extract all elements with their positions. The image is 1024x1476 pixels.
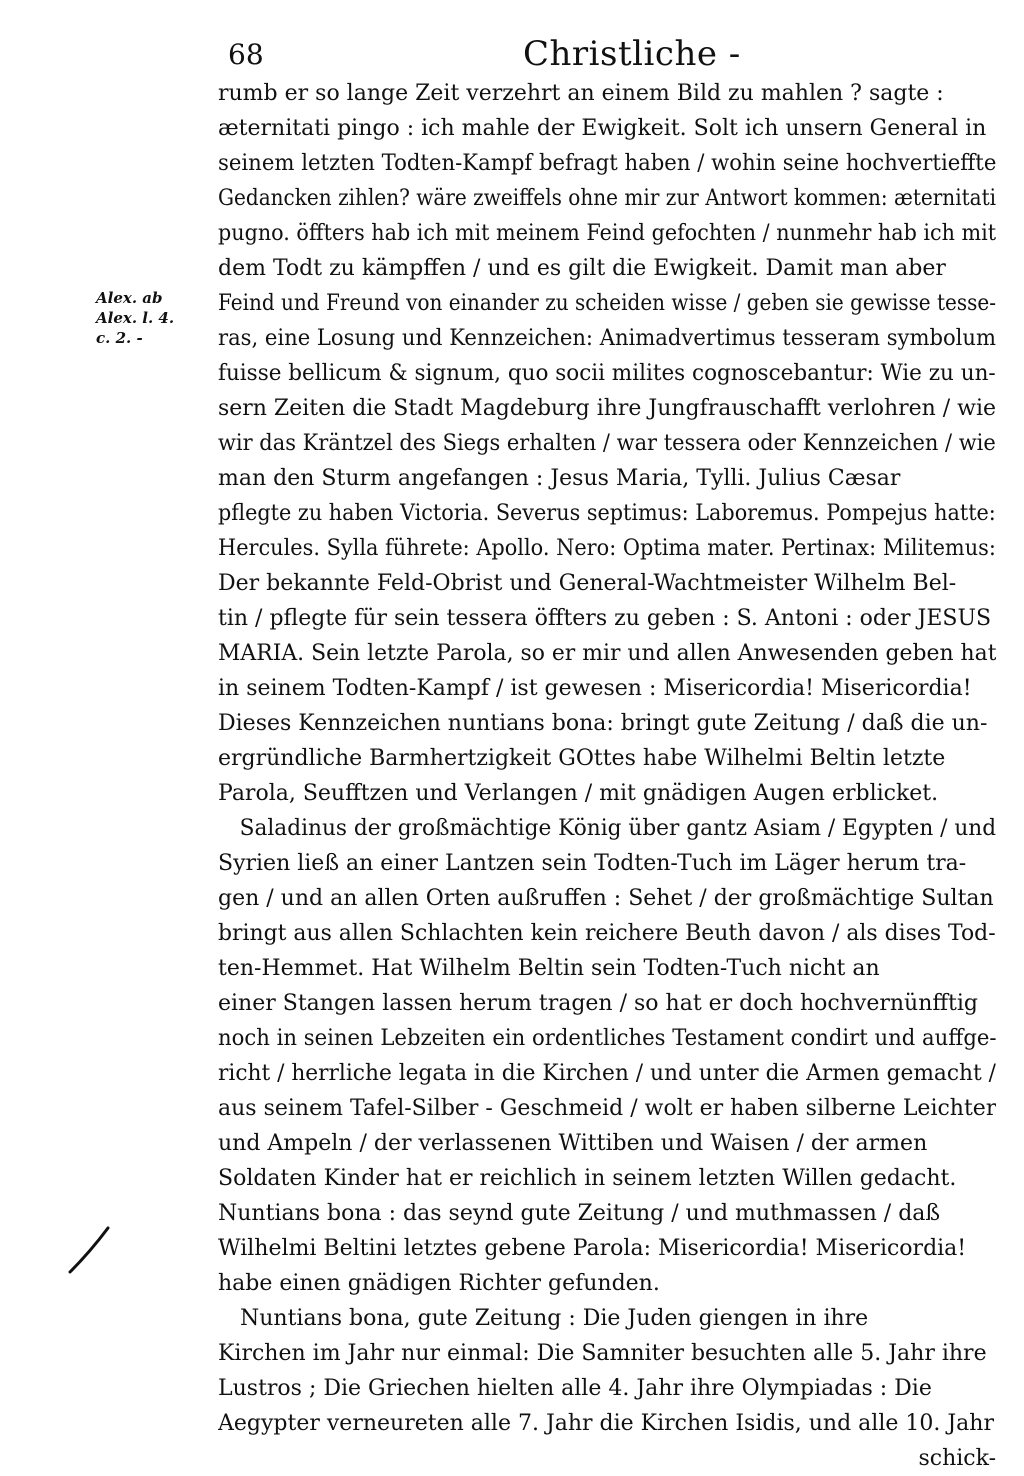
text-line: pflegte zu haben Victoria. Severus septimus: Laboremus. Pompejus hatte: (218, 501, 996, 526)
text-line: Nuntians bona, gute Zeitung : Die Juden giengen in ihre (240, 1306, 869, 1331)
text-line: und Ampeln / der verlassenen Wittiben und Waisen / der armen (218, 1131, 928, 1156)
text-line: æternitati pingo : ich mahle der Ewigkeit. Solt ich unsern General in (218, 116, 987, 141)
ink-mark (56, 1222, 116, 1282)
text-line: noch in seinen Lebzeiten ein ordentliches Testament condirt und auffge- (218, 1026, 997, 1051)
text-line: wir das Kräntzel des Siegs erhalten / war tessera oder Kennzeichen / wie (218, 431, 996, 456)
margin-note-line: Alex. l. 4. (96, 309, 175, 327)
text-line: gen / und an allen Orten außruffen : Sehet / der großmächtige Sultan (218, 886, 994, 911)
text-line: Soldaten Kinder hat er reichlich in seinem letzten Willen gedacht. (218, 1166, 957, 1191)
text-line: aus seinem Tafel-Silber - Geschmeid / wolt er haben silberne Leichter (218, 1096, 996, 1121)
text-line: seinem letzten Todten-Kampf befragt haben / wohin seine hochvertieffte (218, 151, 997, 176)
text-line: schick- (918, 1446, 996, 1471)
text-line: Kirchen im Jahr nur einmal: Die Samniter besuchten alle 5. Jahr ihre (218, 1341, 987, 1366)
margin-note-line: Alex. ab (96, 289, 163, 307)
text-line: tin / pflegte für sein tessera öffters zu geben : S. Antoni : oder JESUS (218, 606, 992, 631)
text-line: fuisse bellicum & signum, quo socii milites cognoscebantur: Wie zu un- (218, 361, 996, 386)
text-line: Feind und Freund von einander zu scheiden wisse / geben sie gewisse tesse- (218, 291, 996, 316)
margin-note-line: c. 2. - (96, 329, 143, 347)
text-line: Lustros ; Die Griechen hielten alle 4. Jahr ihre Olympiadas : Die (218, 1376, 932, 1401)
text-line: Parola, Seufftzen und Verlangen / mit gnädigen Augen erblicket. (218, 781, 939, 806)
text-line: Wilhelmi Beltini letztes gebene Parola: Misericordia! Misericordia! (218, 1236, 967, 1261)
text-line: Saladinus der großmächtige König über gantz Asiam / Egypten / und (239, 816, 997, 841)
running-head (228, 34, 998, 82)
text-line: ten-Hemmet. Hat Wilhelm Beltin sein Todten-Tuch nicht an (218, 956, 880, 981)
text-line: habe einen gnädigen Richter gefunden. (218, 1271, 660, 1296)
text-line: MARIA. Sein letzte Parola, so er mir und allen Anwesenden geben hat (218, 641, 997, 666)
text-line: dem Todt zu kämpffen / und es gilt die Ewigkeit. Damit man aber (218, 256, 946, 281)
text-line: in seinem Todten-Kampf / ist gewesen : Misericordia! Misericordia! (218, 676, 972, 701)
text-line: Der bekannte Feld-Obrist und General-Wachtmeister Wilhelm Bel- (218, 571, 957, 596)
text-line: ergründliche Barmhertzigkeit GOttes habe Wilhelmi Beltin letzte (218, 746, 946, 771)
text-line: Aegypter verneureten alle 7. Jahr die Kirchen Isidis, und alle 10. Jahr (218, 1411, 994, 1436)
text-line: einer Stangen lassen herum tragen / so hat er doch hochvernünfftig (218, 991, 978, 1016)
text-line: Syrien ließ an einer Lantzen sein Todten-Tuch im Läger herum tra- (218, 851, 967, 876)
text-line: ras, eine Losung und Kennzeichen: Animadvertimus tesseram symbolum (218, 326, 996, 351)
page-number: 68 (228, 38, 264, 71)
text-line: bringt aus allen Schlachten kein reichere Beuth davon / als dises Tod- (218, 921, 996, 946)
running-title: Christliche - (523, 34, 741, 74)
text-line: man den Sturm angefangen : Jesus Maria, Tylli. Julius Cæsar (218, 466, 901, 491)
text-line: Dieses Kennzeichen nuntians bona: bringt gute Zeitung / daß die un- (218, 711, 988, 736)
text-line: pugno. öffters hab ich mit meinem Feind gefochten / nunmehr hab ich mit (218, 221, 997, 246)
text-line: Nuntians bona : das seynd gute Zeitung / und muthmassen / daß (218, 1201, 941, 1226)
text-line: Gedancken zihlen? wäre zweiffels ohne mir zur Antwort kommen: æternitati (218, 186, 996, 211)
text-line: richt / herrliche legata in die Kirchen / und unter die Armen gemacht / (218, 1061, 996, 1086)
body-text (218, 76, 996, 1476)
text-line: rumb er so lange Zeit verzehrt an einem Bild zu mahlen ? sagte : (218, 81, 944, 106)
margin-note (96, 288, 206, 348)
text-line: Hercules. Sylla führete: Apollo. Nero: Optima mater. Pertinax: Militemus: (218, 536, 996, 561)
text-line: sern Zeiten die Stadt Magdeburg ihre Jungfrauschafft verlohren / wie (218, 396, 997, 421)
